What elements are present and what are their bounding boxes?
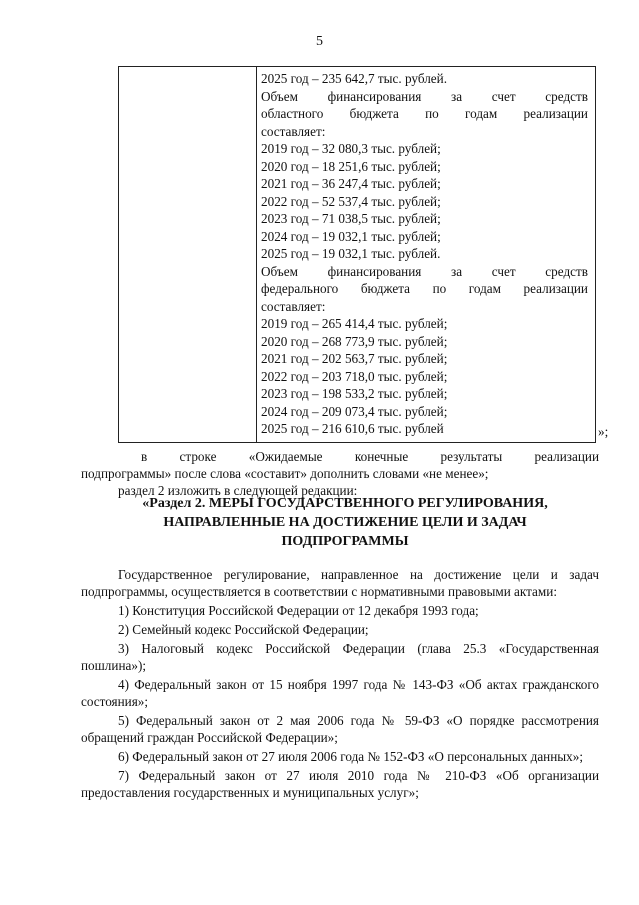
federal-year-line: 2023 год – 198 533,2 тыс. рублей; bbox=[261, 386, 448, 401]
federal-year-line: 2024 год – 209 073,4 тыс. рублей; bbox=[261, 403, 448, 419]
federal-year-line: 2021 год – 202 563,7 тыс. рублей; bbox=[261, 351, 448, 366]
list-item: 7) Федеральный закон от 27 июля 2010 года № 210-ФЗ «Об организации предоставления государственных и муниципальных услуг»; bbox=[81, 768, 599, 800]
federal-intro-line: Объем финансирования за счет средств bbox=[261, 263, 588, 279]
regional-year-line: 2021 год – 36 247,4 тыс. рублей; bbox=[261, 176, 441, 191]
regional-year-line: 2020 год – 18 251,6 тыс. рублей; bbox=[261, 158, 441, 174]
regional-intro-line: составляет: bbox=[261, 123, 326, 139]
federal-intro-line: федерального бюджета по годам реализации bbox=[261, 281, 588, 296]
list-item: 4) Федеральный закон от 15 ноября 1997 года № 143-ФЗ «Об актах гражданского состояния»; bbox=[81, 677, 599, 709]
total-2025-line: 2025 год – 235 642,7 тыс. рублей. bbox=[261, 71, 447, 86]
heading-line: НАПРАВЛЕННЫЕ НА ДОСТИЖЕНИЕ ЦЕЛИ И ЗАДАЧ bbox=[163, 515, 527, 530]
intro-paragraph: Государственное регулирование, направленное на достижение цели и задач подпрограммы, осуществляется в соответствии с нормативными правовыми актами: bbox=[81, 567, 599, 599]
regulation-list bbox=[81, 566, 599, 803]
amendment-line: в строке «Ожидаемые конечные результаты реализации bbox=[141, 449, 599, 464]
regional-year-line: 2024 год – 19 032,1 тыс. рублей; bbox=[261, 228, 441, 244]
regional-year-line: 2023 год – 71 038,5 тыс. рублей; bbox=[261, 211, 441, 226]
amendment-line: подпрограммы» после слова «составит» дополнить словами «не менее»; bbox=[81, 466, 489, 481]
federal-year-line: 2025 год – 216 610,6 тыс. рублей bbox=[261, 421, 444, 436]
table-column-divider bbox=[256, 66, 257, 442]
regional-year-line: 2022 год – 52 537,4 тыс. рублей; bbox=[261, 193, 441, 209]
federal-year-line: 2019 год – 265 414,4 тыс. рублей; bbox=[261, 316, 448, 331]
list-item: 3) Налоговый кодекс Российской Федерации (глава 25.3 «Государственная пошлина»); bbox=[81, 641, 599, 673]
federal-year-line: 2022 год – 203 718,0 тыс. рублей; bbox=[261, 368, 448, 384]
regional-intro-line: областного бюджета по годам реализации bbox=[261, 106, 588, 121]
heading-line: «Раздел 2. МЕРЫ ГОСУДАРСТВЕННОГО РЕГУЛИРОВАНИЯ, bbox=[142, 496, 548, 511]
list-item: 5) Федеральный закон от 2 мая 2006 года № 59-ФЗ «О порядке рассмотрения обращений граждан Российской Федерации»; bbox=[81, 713, 599, 745]
section-intro-line: раздел 2 изложить в следующей редакции: bbox=[118, 483, 358, 498]
list-item: 2) Семейный кодекс Российской Федерации; bbox=[118, 622, 369, 637]
list-item: 6) Федеральный закон от 27 июля 2006 года № 152-ФЗ «О персональных данных»; bbox=[118, 749, 583, 764]
section-heading bbox=[110, 494, 580, 551]
heading-line: ПОДПРОГРАММЫ bbox=[281, 534, 409, 549]
federal-intro-line: составляет: bbox=[261, 298, 326, 314]
regional-year-line: 2019 год – 32 080,3 тыс. рублей; bbox=[261, 141, 441, 156]
page-number: 5 bbox=[316, 34, 323, 49]
regional-year-line: 2025 год – 19 032,1 тыс. рублей. bbox=[261, 246, 441, 261]
financing-table-cell bbox=[261, 70, 588, 438]
quote-close-mark: »; bbox=[598, 424, 609, 439]
amendment-paragraph bbox=[81, 448, 599, 499]
list-item: 1) Конституция Российской Федерации от 12 декабря 1993 года; bbox=[118, 603, 479, 618]
regional-intro-line: Объем финансирования за счет средств bbox=[261, 88, 588, 104]
federal-year-line: 2020 год – 268 773,9 тыс. рублей; bbox=[261, 333, 448, 349]
